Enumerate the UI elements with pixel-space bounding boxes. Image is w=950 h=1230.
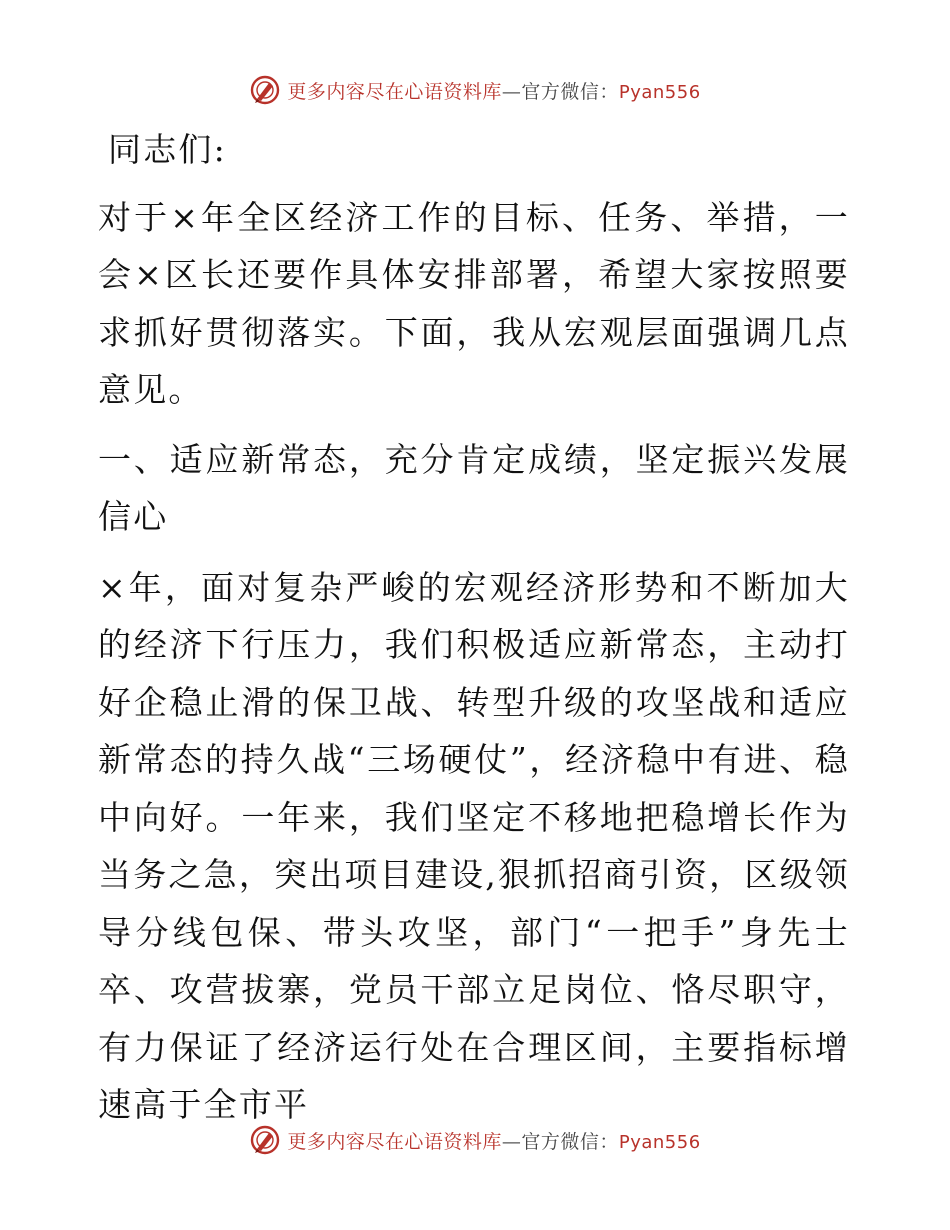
paragraph-achievements: ×年，面对复杂严峻的宏观经济形势和不断加大的经济下行压力，我们积极适应新常态，主动打好企稳止滑的保卫战、转型升级的攻坚战和适应新常态的持久战“三场硬仗”，经济稳中有进、稳中向好。一年来，我们坚定不移地把稳增长作为当务之急，突出项目建设,狠抓招商引资，区级领导分线包保、带头攻坚，部门“一把手”身先士卒、攻营拔寨，党员干部立足岗位、恪尽职守，有力保证了经济运行处在合理区间，主要指标增速高于全市平 bbox=[98, 567, 850, 1124]
paragraph-intro: 对于×年全区经济工作的目标、任务、举措，一会×区长还要作具体安排部署，希望大家按照要求抓好贯彻落实。下面，我从宏观层面强调几点意见。 bbox=[98, 197, 850, 409]
footer-watermark bbox=[0, 1120, 950, 1160]
watermark-text: 更多内容尽在心语资料库—官方微信：Pyan556 bbox=[287, 1130, 701, 1153]
pen-logo-icon bbox=[249, 74, 281, 106]
salutation: 同志们: bbox=[108, 130, 227, 169]
header-watermark bbox=[0, 70, 950, 110]
document-body bbox=[98, 121, 850, 1134]
watermark-text: 更多内容尽在心语资料库—官方微信：Pyan556 bbox=[287, 80, 701, 103]
section-heading-1: 一、适应新常态，充分肯定成绩，坚定振兴发展信心 bbox=[98, 439, 850, 536]
pen-logo-icon bbox=[249, 1124, 281, 1156]
